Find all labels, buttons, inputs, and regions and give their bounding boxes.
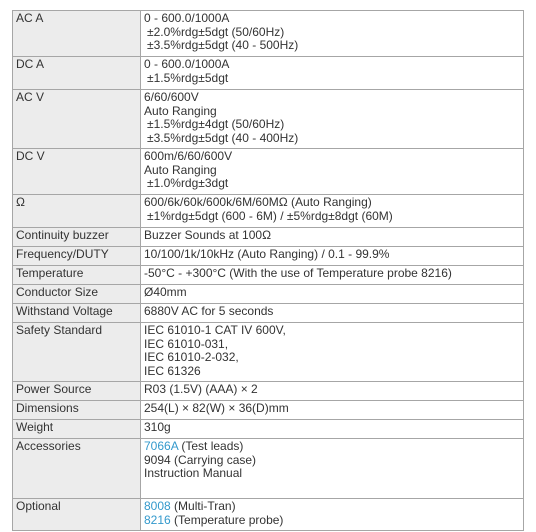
spec-table: [12, 10, 524, 531]
row-value: 600m/6/60/600V Auto Ranging ±1.0%rdg±3dgt: [141, 149, 524, 195]
row-value: R03 (1.5V) (AAA) × 2: [141, 382, 524, 401]
row-label: Optional: [13, 499, 141, 531]
row-value: 6880V AC for 5 seconds: [141, 304, 524, 323]
table-row: [13, 401, 524, 420]
row-value: 310g: [141, 420, 524, 439]
row-label: Weight: [13, 420, 141, 439]
row-value: 0 - 600.0/1000A ±2.0%rdg±5dgt (50/60Hz) ±3.5%rdg±5dgt (40 - 500Hz): [141, 11, 524, 57]
table-row: [13, 420, 524, 439]
optional-link-8216[interactable]: 8216: [144, 512, 171, 527]
table-row: [13, 149, 524, 195]
table-row: [13, 285, 524, 304]
table-row: [13, 266, 524, 285]
row-label: Continuity buzzer: [13, 228, 141, 247]
table-row: [13, 323, 524, 382]
row-label: Conductor Size: [13, 285, 141, 304]
table-row: [13, 247, 524, 266]
row-value: 0 - 600.0/1000A ±1.5%rdg±5dgt: [141, 57, 524, 90]
row-label: Accessories: [13, 439, 141, 499]
table-row: [13, 195, 524, 228]
row-label: Dimensions: [13, 401, 141, 420]
row-label: Ω: [13, 195, 141, 228]
spec-table-container: [12, 10, 524, 531]
table-row: [13, 499, 524, 531]
row-value: Buzzer Sounds at 100Ω: [141, 228, 524, 247]
row-label: AC A: [13, 11, 141, 57]
row-value: 8008 (Multi-Tran) 8216 (Temperature probe): [141, 499, 524, 531]
row-label: Withstand Voltage: [13, 304, 141, 323]
table-row: [13, 90, 524, 149]
row-label: Frequency/DUTY: [13, 247, 141, 266]
row-value: 254(L) × 82(W) × 36(D)mm: [141, 401, 524, 420]
table-row: [13, 11, 524, 57]
optional-link-8008[interactable]: 8008: [144, 499, 171, 513]
row-value: 10/100/1k/10kHz (Auto Ranging) / 0.1 - 99.9%: [141, 247, 524, 266]
row-label: DC A: [13, 57, 141, 90]
table-row: [13, 228, 524, 247]
row-value: 7066A (Test leads) 9094 (Carrying case) Instruction Manual: [141, 439, 524, 499]
table-row: [13, 57, 524, 90]
row-label: AC V: [13, 90, 141, 149]
table-row: [13, 439, 524, 499]
row-label: Temperature: [13, 266, 141, 285]
table-row: [13, 382, 524, 401]
accessory-link-7066a[interactable]: 7066A: [144, 439, 179, 453]
row-value: 600/6k/60k/600k/6M/60MΩ (Auto Ranging) ±1%rdg±5dgt (600 - 6M) / ±5%rdg±8dgt (60M): [141, 195, 524, 228]
row-label: Safety Standard: [13, 323, 141, 382]
row-value: -50°C - +300°C (With the use of Temperature probe 8216): [141, 266, 524, 285]
table-row: [13, 304, 524, 323]
row-value: Ø40mm: [141, 285, 524, 304]
row-label: Power Source: [13, 382, 141, 401]
row-value: IEC 61010-1 CAT IV 600V, IEC 61010-031, IEC 61010-2-032, IEC 61326: [141, 323, 524, 382]
row-value: 6/60/600V Auto Ranging ±1.5%rdg±4dgt (50/60Hz) ±3.5%rdg±5dgt (40 - 400Hz): [141, 90, 524, 149]
row-label: DC V: [13, 149, 141, 195]
